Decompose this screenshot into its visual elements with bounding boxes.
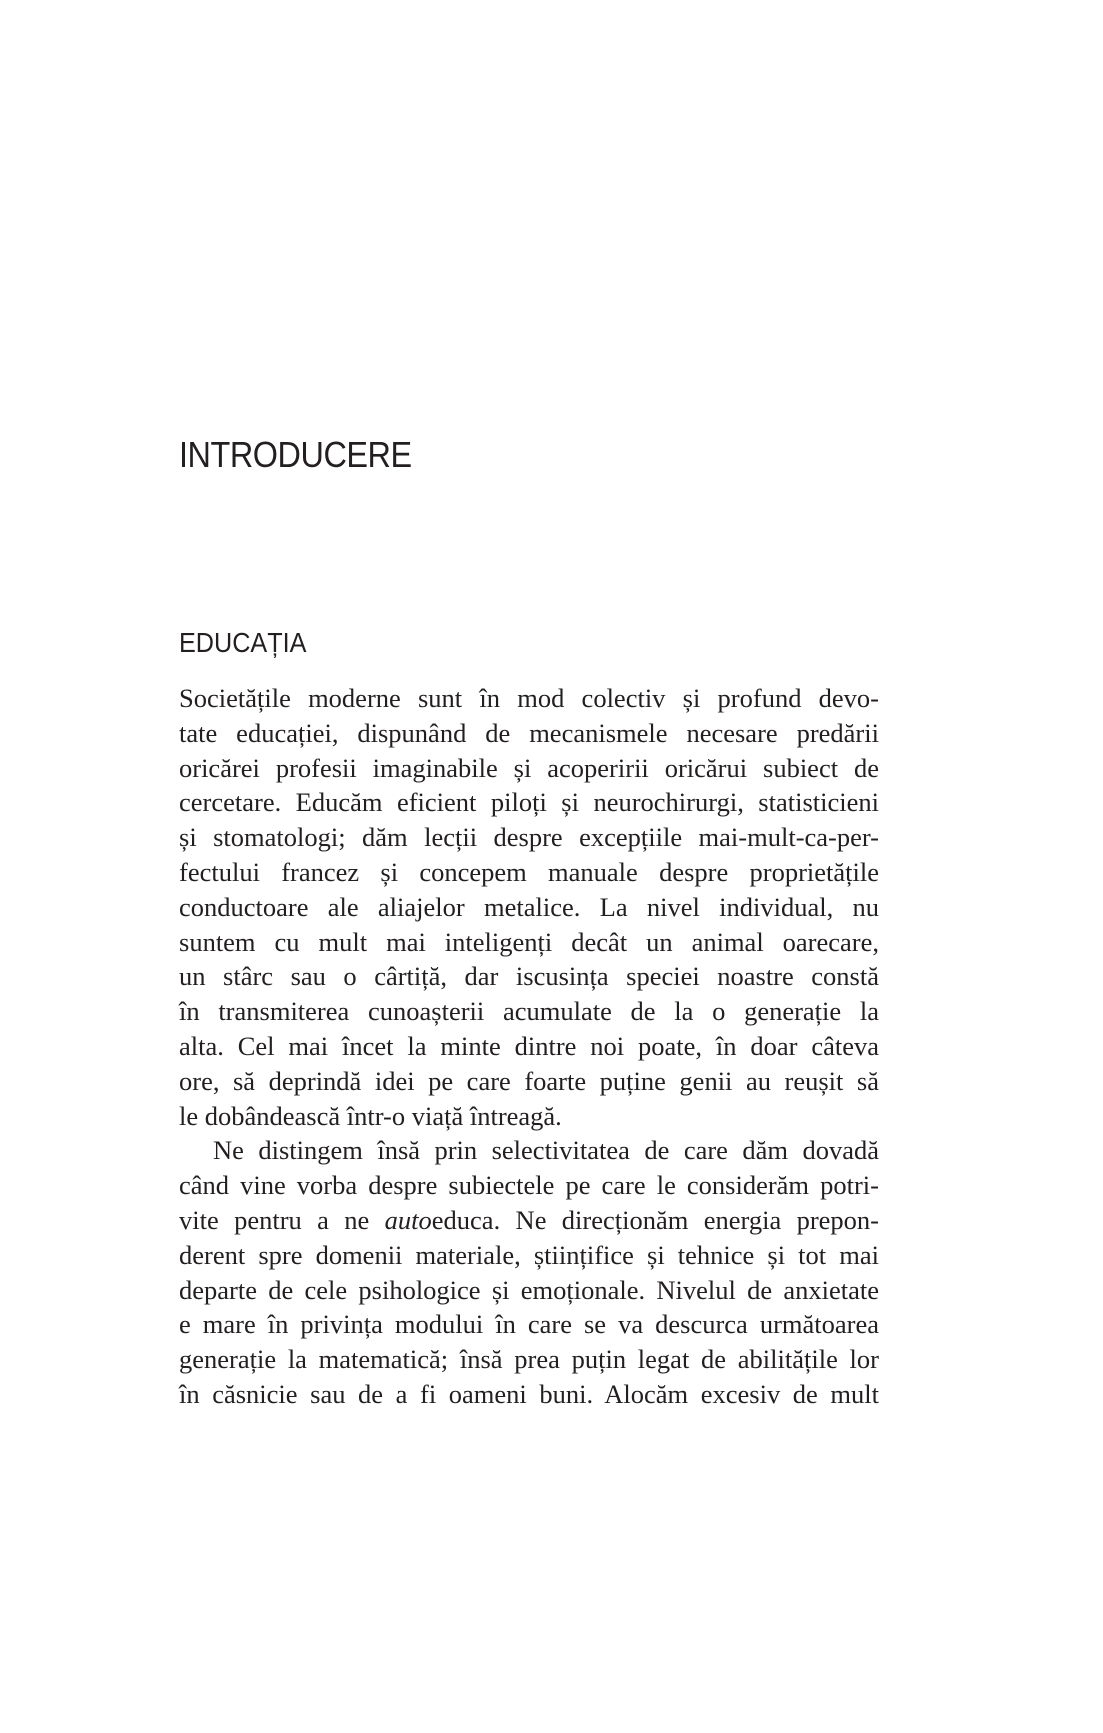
text-line: departe de cele psihologice și emoționale. Nivelul de anxietate [179, 1274, 879, 1305]
text-line: generație la matematică; însă prea puțin legat de abilitățile lor [179, 1344, 879, 1375]
text-line: suntem cu mult mai inteligenți decât un animal oarecare, [179, 926, 879, 957]
text-line: tate educației, dispunând de mecanismele necesare predării [179, 717, 879, 748]
section-title: EDUCAȚIA [179, 627, 307, 658]
body-text [179, 681, 879, 1412]
text-line: le dobândească într-o viață întreagă. [179, 1100, 562, 1131]
paragraph-1 [179, 681, 879, 1133]
text-line-with-italic [179, 1203, 879, 1238]
text-line: conductoare ale aliajelor metalice. La nivel individual, nu [179, 891, 879, 922]
text-line: și stomatologi; dăm lecții despre excepțiile mai-mult-ca-per- [179, 822, 879, 853]
text-line: în transmiterea cunoașterii acumulate de la o generație la [179, 996, 879, 1027]
text-span: educa. Ne direcționăm energia prepon- [431, 1204, 879, 1235]
text-line: derent spre domenii materiale, științifice și tehnice și tot mai [179, 1239, 879, 1270]
text-line: când vine vorba despre subiectele pe care le considerăm potri- [179, 1170, 879, 1201]
italic-emphasis: auto [384, 1204, 432, 1235]
text-line: în căsnicie sau de a fi oameni buni. Alocăm excesiv de mult [179, 1378, 879, 1409]
text-line: cercetare. Educăm eficient piloți și neurochirurgi, statisticieni [179, 787, 879, 818]
text-line: oricărei profesii imaginabile și acoperirii oricărui subiect de [179, 752, 879, 783]
text-span: vite pentru a ne [179, 1204, 385, 1235]
paragraph-2 [179, 1133, 879, 1411]
text-line: ore, să deprindă idei pe care foarte puține genii au reușit să [179, 1065, 879, 1096]
text-line: alta. Cel mai încet la minte dintre noi poate, în doar câteva [179, 1030, 879, 1061]
chapter-title: INTRODUCERE [179, 434, 412, 475]
text-line: un stârc sau o cârtiță, dar iscusința speciei noastre constă [179, 961, 879, 992]
text-line: Societățile moderne sunt în mod colectiv și profund devo- [179, 683, 879, 713]
text-line: e mare în privința modului în care se va descurca următoarea [179, 1309, 879, 1340]
text-line: fectului francez și concepem manuale despre proprietățile [179, 856, 879, 887]
text-line: Ne distingem însă prin selectivitatea de care dăm dovadă [213, 1135, 879, 1166]
